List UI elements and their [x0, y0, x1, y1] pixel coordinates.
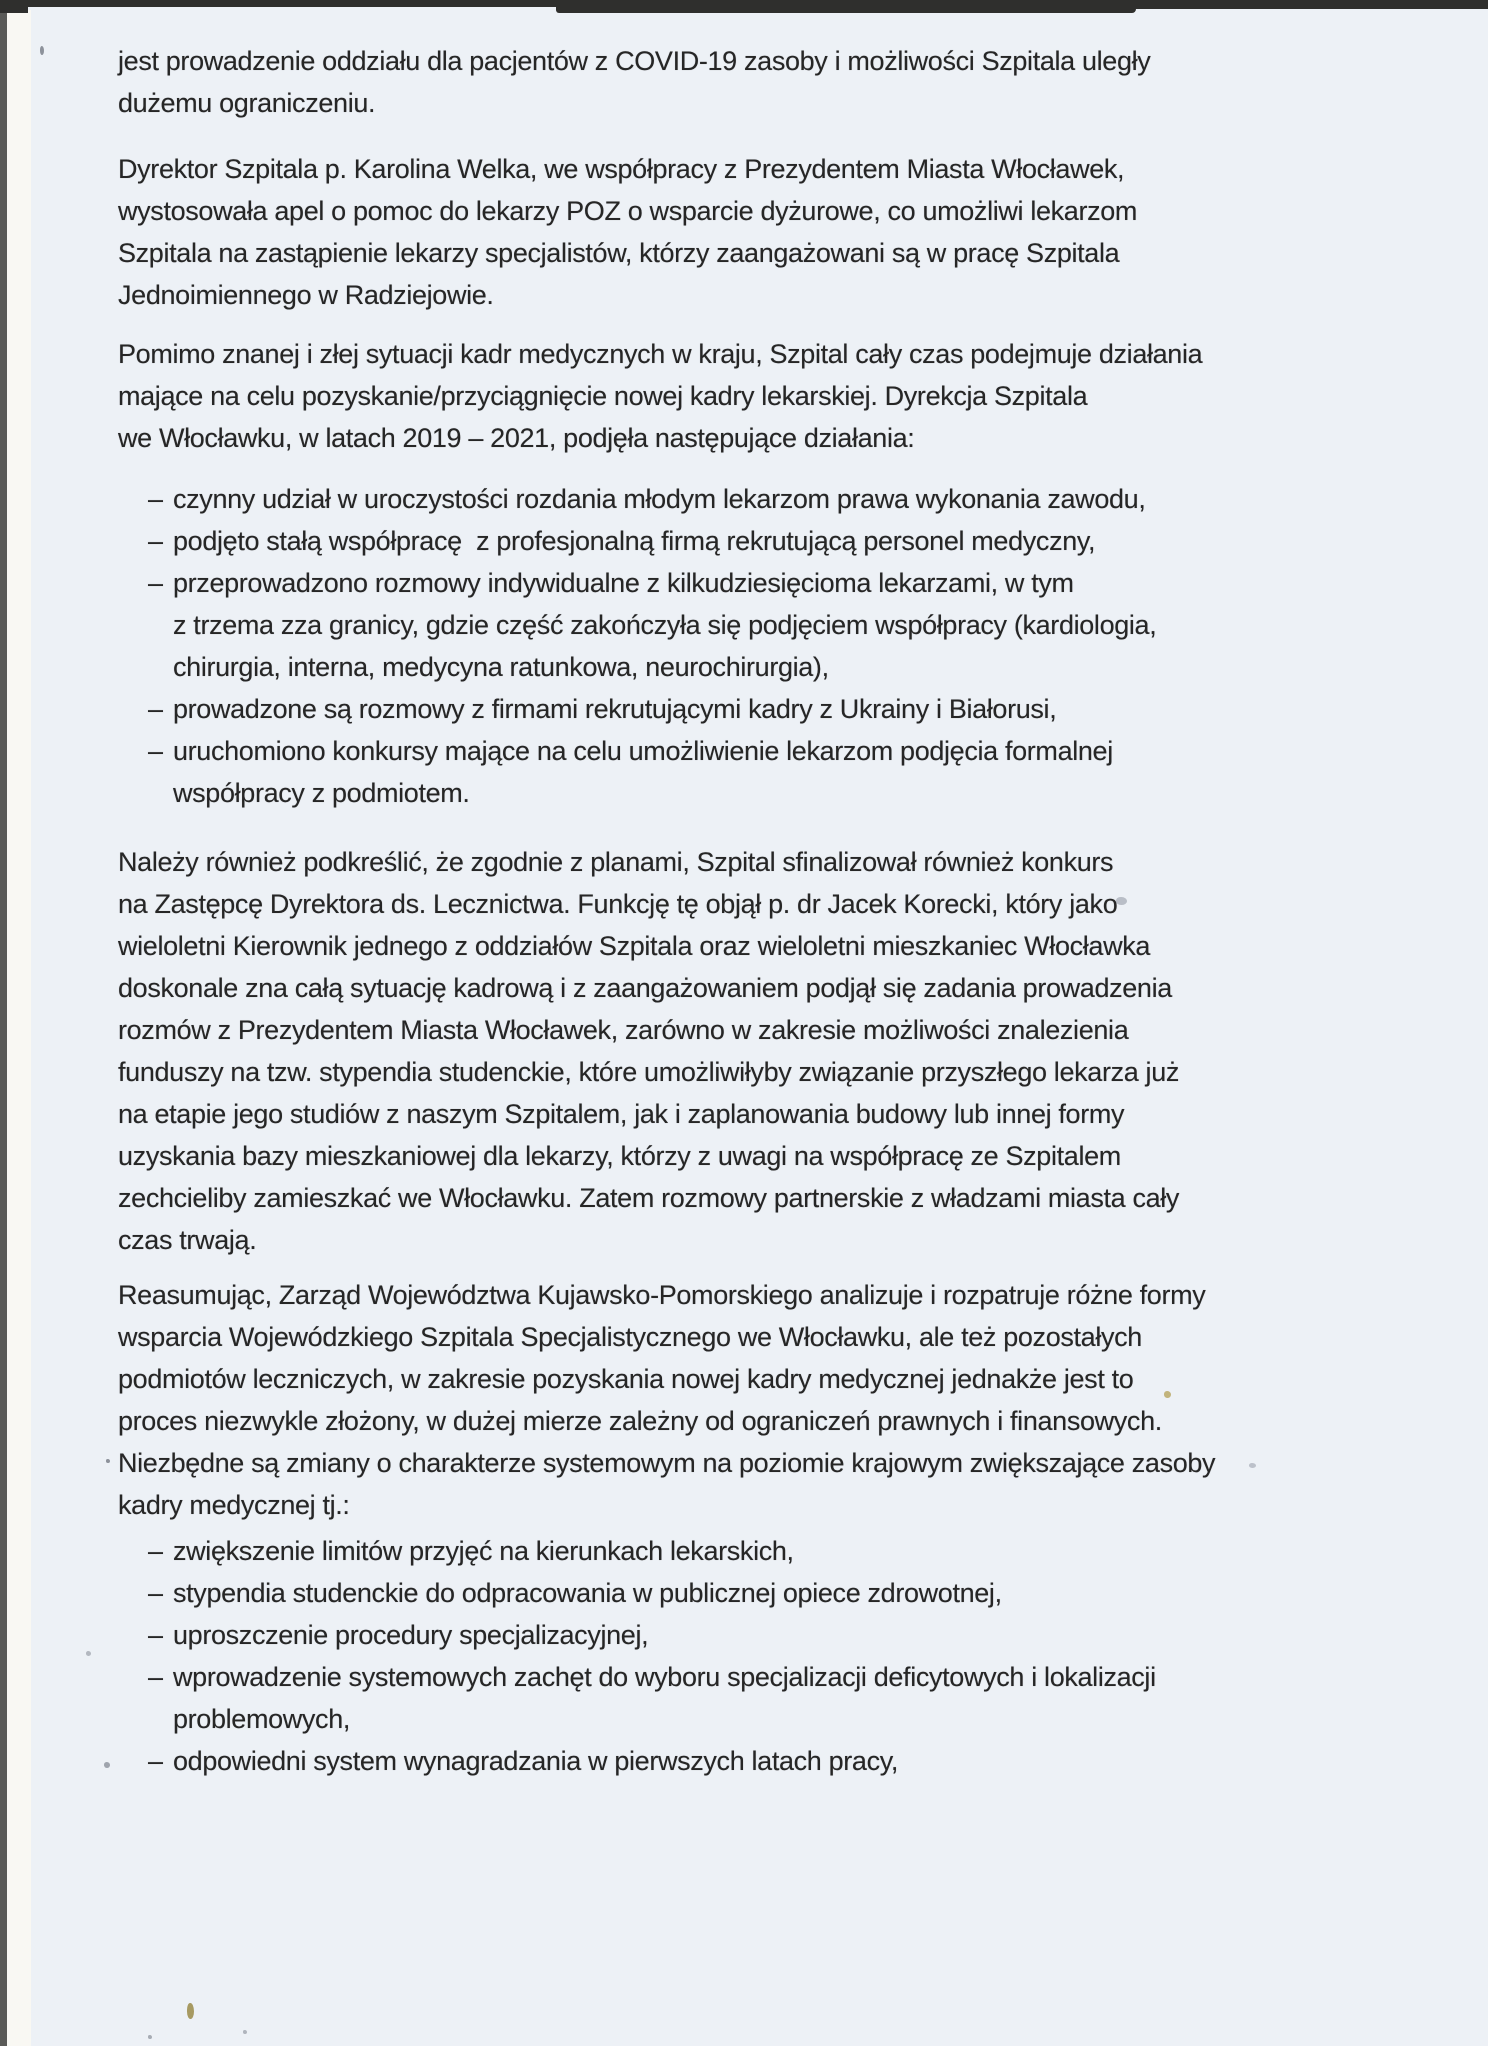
text-line: czas trwają. — [118, 1225, 257, 1255]
scanner-edge-top-corner — [0, 0, 28, 13]
text-line: proces niezwykle złożony, w dużej mierze zależny od ograniczeń prawnych i finansowych. — [118, 1406, 1162, 1436]
list-item-text: wprowadzenie systemowych zachęt do wyboru specjalizacji deficytowych i lokalizacji — [173, 1662, 1156, 1692]
text-line: z trzema zza granicy, gdzie część zakończyła się podjęciem współpracy (kardiologia, — [173, 610, 1157, 640]
scan-speck — [86, 1651, 91, 1656]
text-line: funduszy na tzw. stypendia studenckie, które umożliwiłyby związanie przyszłego lekarza już — [118, 1057, 1180, 1087]
text-line — [118, 1740, 1438, 1782]
scanner-edge-top-right — [1130, 0, 1488, 9]
bullet-dash: – — [148, 1536, 163, 1566]
paragraph — [118, 333, 1438, 459]
text-line: we Włocławku, w latach 2019 – 2021, podjęła następujące działania: — [118, 423, 915, 453]
list-item-text: prowadzone są rozmowy z firmami rekrutującymi kadry z Ukrainy i Białorusi, — [173, 694, 1057, 724]
list-item — [118, 688, 1438, 730]
text-line — [118, 562, 1438, 604]
scanner-edge-white — [7, 10, 31, 2046]
text-line: jest prowadzenie oddziału dla pacjentów z COVID-19 zasoby i możliwości Szpitala uległy — [118, 46, 1151, 76]
bullet-list — [118, 478, 1438, 814]
list-item — [118, 520, 1438, 562]
text-line: wsparcia Wojewódzkiego Szpitala Specjalistycznego we Włocławku, ale też pozostałych — [118, 1322, 1142, 1352]
bullet-list — [118, 1530, 1438, 1782]
text-line: rozmów z Prezydentem Miasta Włocławek, zarówno w zakresie możliwości znalezienia — [118, 1015, 1129, 1045]
list-item — [118, 1530, 1438, 1572]
text-line: doskonale zna całą sytuację kadrową i z zaangażowaniem podjął się zadania prowadzenia — [118, 973, 1172, 1003]
list-item — [118, 478, 1438, 520]
list-item-text: uruchomiono konkursy mające na celu umożliwienie lekarzom podjęcia formalnej — [173, 736, 1113, 766]
text-line: problemowych, — [173, 1704, 351, 1734]
list-item — [118, 1614, 1438, 1656]
text-line: Dyrektor Szpitala p. Karolina Welka, we współpracy z Prezydentem Miasta Włocławek, — [118, 154, 1125, 184]
scan-speck — [106, 1459, 110, 1463]
text-line — [118, 730, 1438, 772]
text-line: Niezbędne są zmiany o charakterze systemowym na poziomie krajowym zwiększające zasoby — [118, 1448, 1216, 1478]
paragraph — [118, 148, 1438, 316]
scan-speck — [243, 2030, 247, 2034]
bullet-dash: – — [148, 568, 163, 598]
bullet-dash: – — [148, 484, 163, 514]
paragraph — [118, 40, 1438, 124]
text-line: zechcieliby zamieszkać we Włocławku. Zatem rozmowy partnerskie z władzami miasta cały — [118, 1183, 1180, 1213]
text-line — [118, 1656, 1438, 1698]
list-item-text: podjęto stałą współpracę z profesjonalną firmą rekrutującą personel medyczny, — [173, 526, 1096, 556]
scanner-edge-left — [0, 8, 7, 2046]
scan-speck — [187, 2003, 194, 2019]
list-item-text: stypendia studenckie do odpracowania w publicznej opiece zdrowotnej, — [173, 1578, 1002, 1608]
bullet-dash: – — [148, 1746, 163, 1776]
text-line: Należy również podkreślić, że zgodnie z planami, Szpital sfinalizował również konkurs — [118, 847, 1114, 877]
list-item — [118, 1572, 1438, 1614]
text-line — [118, 1572, 1438, 1614]
scan-speck — [148, 2035, 152, 2039]
list-item — [118, 1740, 1438, 1782]
bullet-dash: – — [148, 736, 163, 766]
text-line — [118, 520, 1438, 562]
text-line: wystosowała apel o pomoc do lekarzy POZ o wsparcie dyżurowe, co umożliwi lekarzom — [118, 196, 1138, 226]
scan-speck — [40, 46, 44, 55]
text-line — [118, 478, 1438, 520]
list-item-text: czynny udział w uroczystości rozdania młodym lekarzom prawa wykonania zawodu, — [173, 484, 1146, 514]
text-line: uzyskania bazy mieszkaniowej dla lekarzy, którzy z uwagi na współpracę ze Szpitalem — [118, 1141, 1121, 1171]
list-item-text: zwiększenie limitów przyjęć na kierunkach lekarskich, — [173, 1536, 794, 1566]
text-line: dużemu ograniczeniu. — [118, 88, 376, 118]
list-item-text: uproszczenie procedury specjalizacyjnej, — [173, 1620, 649, 1650]
list-item — [118, 730, 1438, 814]
text-line: Reasumując, Zarząd Województwa Kujawsko-Pomorskiego analizuje i rozpatruje różne formy — [118, 1280, 1206, 1310]
text-line: chirurgia, interna, medycyna ratunkowa, neurochirurgia), — [173, 652, 829, 682]
bullet-dash: – — [148, 1662, 163, 1692]
text-line: na Zastępcę Dyrektora ds. Lecznictwa. Funkcję tę objął p. dr Jacek Korecki, który jako — [118, 889, 1118, 919]
text-line: na etapie jego studiów z naszym Szpitalem, jak i zaplanowania budowy lub innej formy — [118, 1099, 1125, 1129]
text-line: Jednoimiennego w Radziejowie. — [118, 280, 494, 310]
bullet-dash: – — [148, 526, 163, 556]
text-line: współpracy z podmiotem. — [173, 778, 470, 808]
list-item — [118, 1656, 1438, 1740]
bullet-dash: – — [148, 694, 163, 724]
text-line: mające na celu pozyskanie/przyciągnięcie nowej kadry lekarskiej. Dyrekcja Szpitala — [118, 381, 1088, 411]
bullet-dash: – — [148, 1620, 163, 1650]
list-item — [118, 562, 1438, 688]
text-line: podmiotów leczniczych, w zakresie pozyskania nowej kadry medycznej jednakże jest to — [118, 1364, 1134, 1394]
text-line: kadry medycznej tj.: — [118, 1490, 350, 1520]
text-line: wieloletni Kierownik jednego z oddziałów Szpitala oraz wieloletni mieszkaniec Włocławka — [118, 931, 1151, 961]
scan-speck — [104, 1762, 110, 1768]
document-text — [118, 40, 1438, 1782]
bullet-dash: – — [148, 1578, 163, 1608]
text-line — [118, 688, 1438, 730]
scanner-edge-top-middle — [556, 0, 1136, 13]
paragraph — [118, 1274, 1438, 1526]
text-line: Szpitala na zastąpienie lekarzy specjalistów, którzy zaangażowani są w pracę Szpitala — [118, 238, 1120, 268]
text-line — [118, 1530, 1438, 1572]
paragraph — [118, 841, 1438, 1261]
list-item-text: odpowiedni system wynagradzania w pierwszych latach pracy, — [173, 1746, 899, 1776]
list-item-text: przeprowadzono rozmowy indywidualne z kilkudziesięcioma lekarzami, w tym — [173, 568, 1074, 598]
text-line: Pomimo znanej i złej sytuacji kadr medycznych w kraju, Szpital cały czas podejmuje działania — [118, 339, 1203, 369]
text-line — [118, 1614, 1438, 1656]
